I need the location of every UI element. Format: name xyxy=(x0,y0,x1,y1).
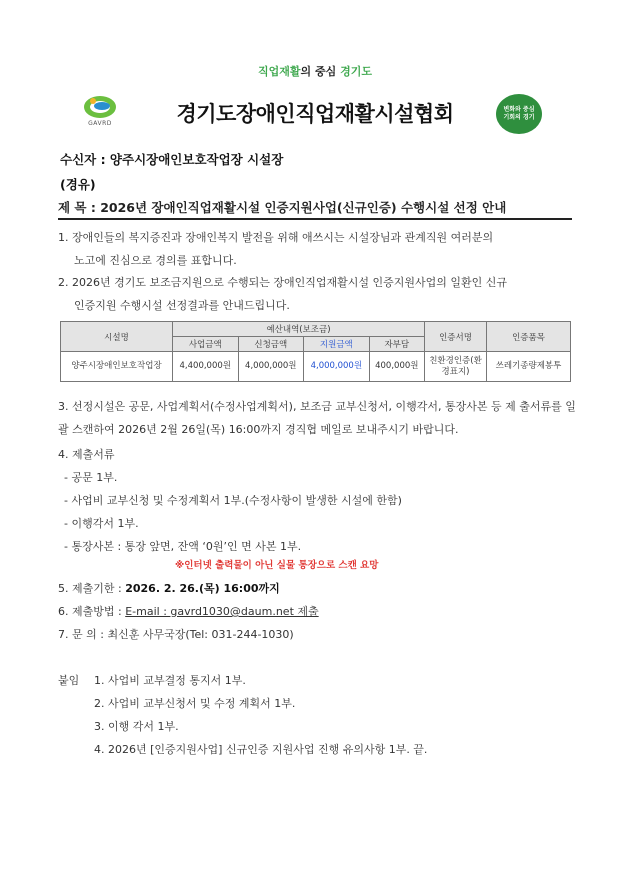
deadline xyxy=(58,580,280,596)
cell-cert xyxy=(425,352,487,382)
paragraph-3 xyxy=(58,395,578,441)
doc-item-2: - 사업비 교부신청 및 수정계획서 1부.(수정사항이 발생한 시설에 한함) xyxy=(64,494,402,507)
via: (경유) xyxy=(60,177,96,192)
submission-label: 6. 제출방법 : xyxy=(58,605,126,618)
attachment-4: 4. 2026년 [인증지원사업] 신규인증 지원사업 진행 유의사항 1부. 끝. xyxy=(94,743,428,756)
attachment-3: 3. 이행 각서 1부. xyxy=(94,720,179,733)
cell-request-amount: 4,000,000원 xyxy=(238,352,304,382)
paragraph-2-line-1: 2. 2026년 경기도 보조금지원으로 수행되는 장애인직업재활시설 인증지원사업의 일환인 신규 xyxy=(58,276,507,289)
submission-method xyxy=(58,603,319,619)
header-budget: 예산내역(보조금) xyxy=(173,322,425,337)
doc-item-1: - 공문 1부. xyxy=(64,471,118,484)
header-support-amount: 지원금액 xyxy=(304,337,370,352)
deadline-label: 5. 제출기한 : xyxy=(58,582,126,595)
slogan-highlight: 직업재활 xyxy=(258,65,301,78)
paragraph-2 xyxy=(58,271,578,317)
header-item: 인증품목 xyxy=(487,322,571,352)
logo-text: GAVRD xyxy=(88,120,112,127)
subject-line: 제 목 : 2026년 장애인직업재활시설 인증지원사업(신규인증) 수행시설 선정 안내 xyxy=(58,198,572,220)
paragraph-1-line-2: 노고에 진심으로 경의를 표합니다. xyxy=(74,254,237,267)
paragraph-1-line-1: 1. 장애인들의 복지증진과 장애인복지 발전을 위해 애쓰시는 시설장님과 관계직원 여러분의 xyxy=(58,231,494,244)
recipient: 수신자 : 양주시장애인보호작업장 시설장 xyxy=(60,152,284,167)
slogan-region: 경기도 xyxy=(340,65,372,78)
email-link[interactable]: E-mail : gavrd1030@daum.net 제출 xyxy=(125,605,319,618)
organization-title: 경기도장애인직업재활시설협회 xyxy=(176,102,454,126)
paragraph-3-line-1: 3. 선정시설은 공문, 사업계획서(수정사업계획서), 보조금 교부신청서, 이행각서, 통장사본 등 제 xyxy=(58,400,516,413)
header-request-amount: 신청금액 xyxy=(238,337,304,352)
selection-table xyxy=(60,321,571,382)
cell-self-pay: 400,000원 xyxy=(369,352,424,382)
cell-item: 쓰레기종량제봉투 xyxy=(487,352,571,382)
table-row xyxy=(61,352,571,382)
header-project-amount: 사업금액 xyxy=(173,337,239,352)
header-self-pay: 자부담 xyxy=(369,337,424,352)
paragraph-2-line-2: 인증지원 수행시설 선정결과를 안내드립니다. xyxy=(74,299,290,312)
attachment-2: 2. 사업비 교부신청서 및 수정 계획서 1부. xyxy=(94,697,296,710)
deadline-value: 2026. 2. 26.(목) 16:00까지 xyxy=(125,582,280,595)
attachment-1: 1. 사업비 교부결정 통지서 1부. xyxy=(94,674,246,687)
slogan xyxy=(0,63,630,79)
cell-facility: 양주시장애인보호작업장 xyxy=(61,352,173,382)
letterhead xyxy=(0,92,630,136)
attachment-label: 붙임 xyxy=(58,674,80,687)
badge-line-2: 기회의 경기 xyxy=(503,114,535,121)
cell-support-amount: 4,000,000원 xyxy=(304,352,370,382)
cell-cert-line-1: 친환경인증(환 xyxy=(429,355,482,366)
header-facility: 시설명 xyxy=(61,322,173,352)
section-4-heading: 4. 제출서류 xyxy=(58,448,115,461)
scan-notice: ※인터넷 출력물이 아닌 실물 통장으로 스캔 요망 xyxy=(175,560,379,571)
paragraph-3-line-2: 출서류를 일괄 스캔하여 2026년 2월 26일(목) 16:00까지 경직협 메일로 보내주시기 바랍니다. xyxy=(58,400,576,436)
header-cert: 인증서명 xyxy=(425,322,487,352)
badge-line-1: 변화와 중심 xyxy=(503,106,535,113)
inquiry: 7. 문 의 : 최신훈 사무국장(Tel: 031-244-1030) xyxy=(58,628,294,641)
gyeonggi-slogan-badge xyxy=(496,94,542,134)
doc-item-4: - 통장사본 : 통장 앞면, 잔액 ‘0원’인 면 사본 1부. xyxy=(64,540,302,553)
cell-cert-line-2: 경표지) xyxy=(441,366,470,377)
doc-item-3: - 이행각서 1부. xyxy=(64,517,139,530)
slogan-middle: 의 중심 xyxy=(300,65,341,78)
paragraph-1 xyxy=(58,226,578,272)
cell-project-amount: 4,400,000원 xyxy=(173,352,239,382)
